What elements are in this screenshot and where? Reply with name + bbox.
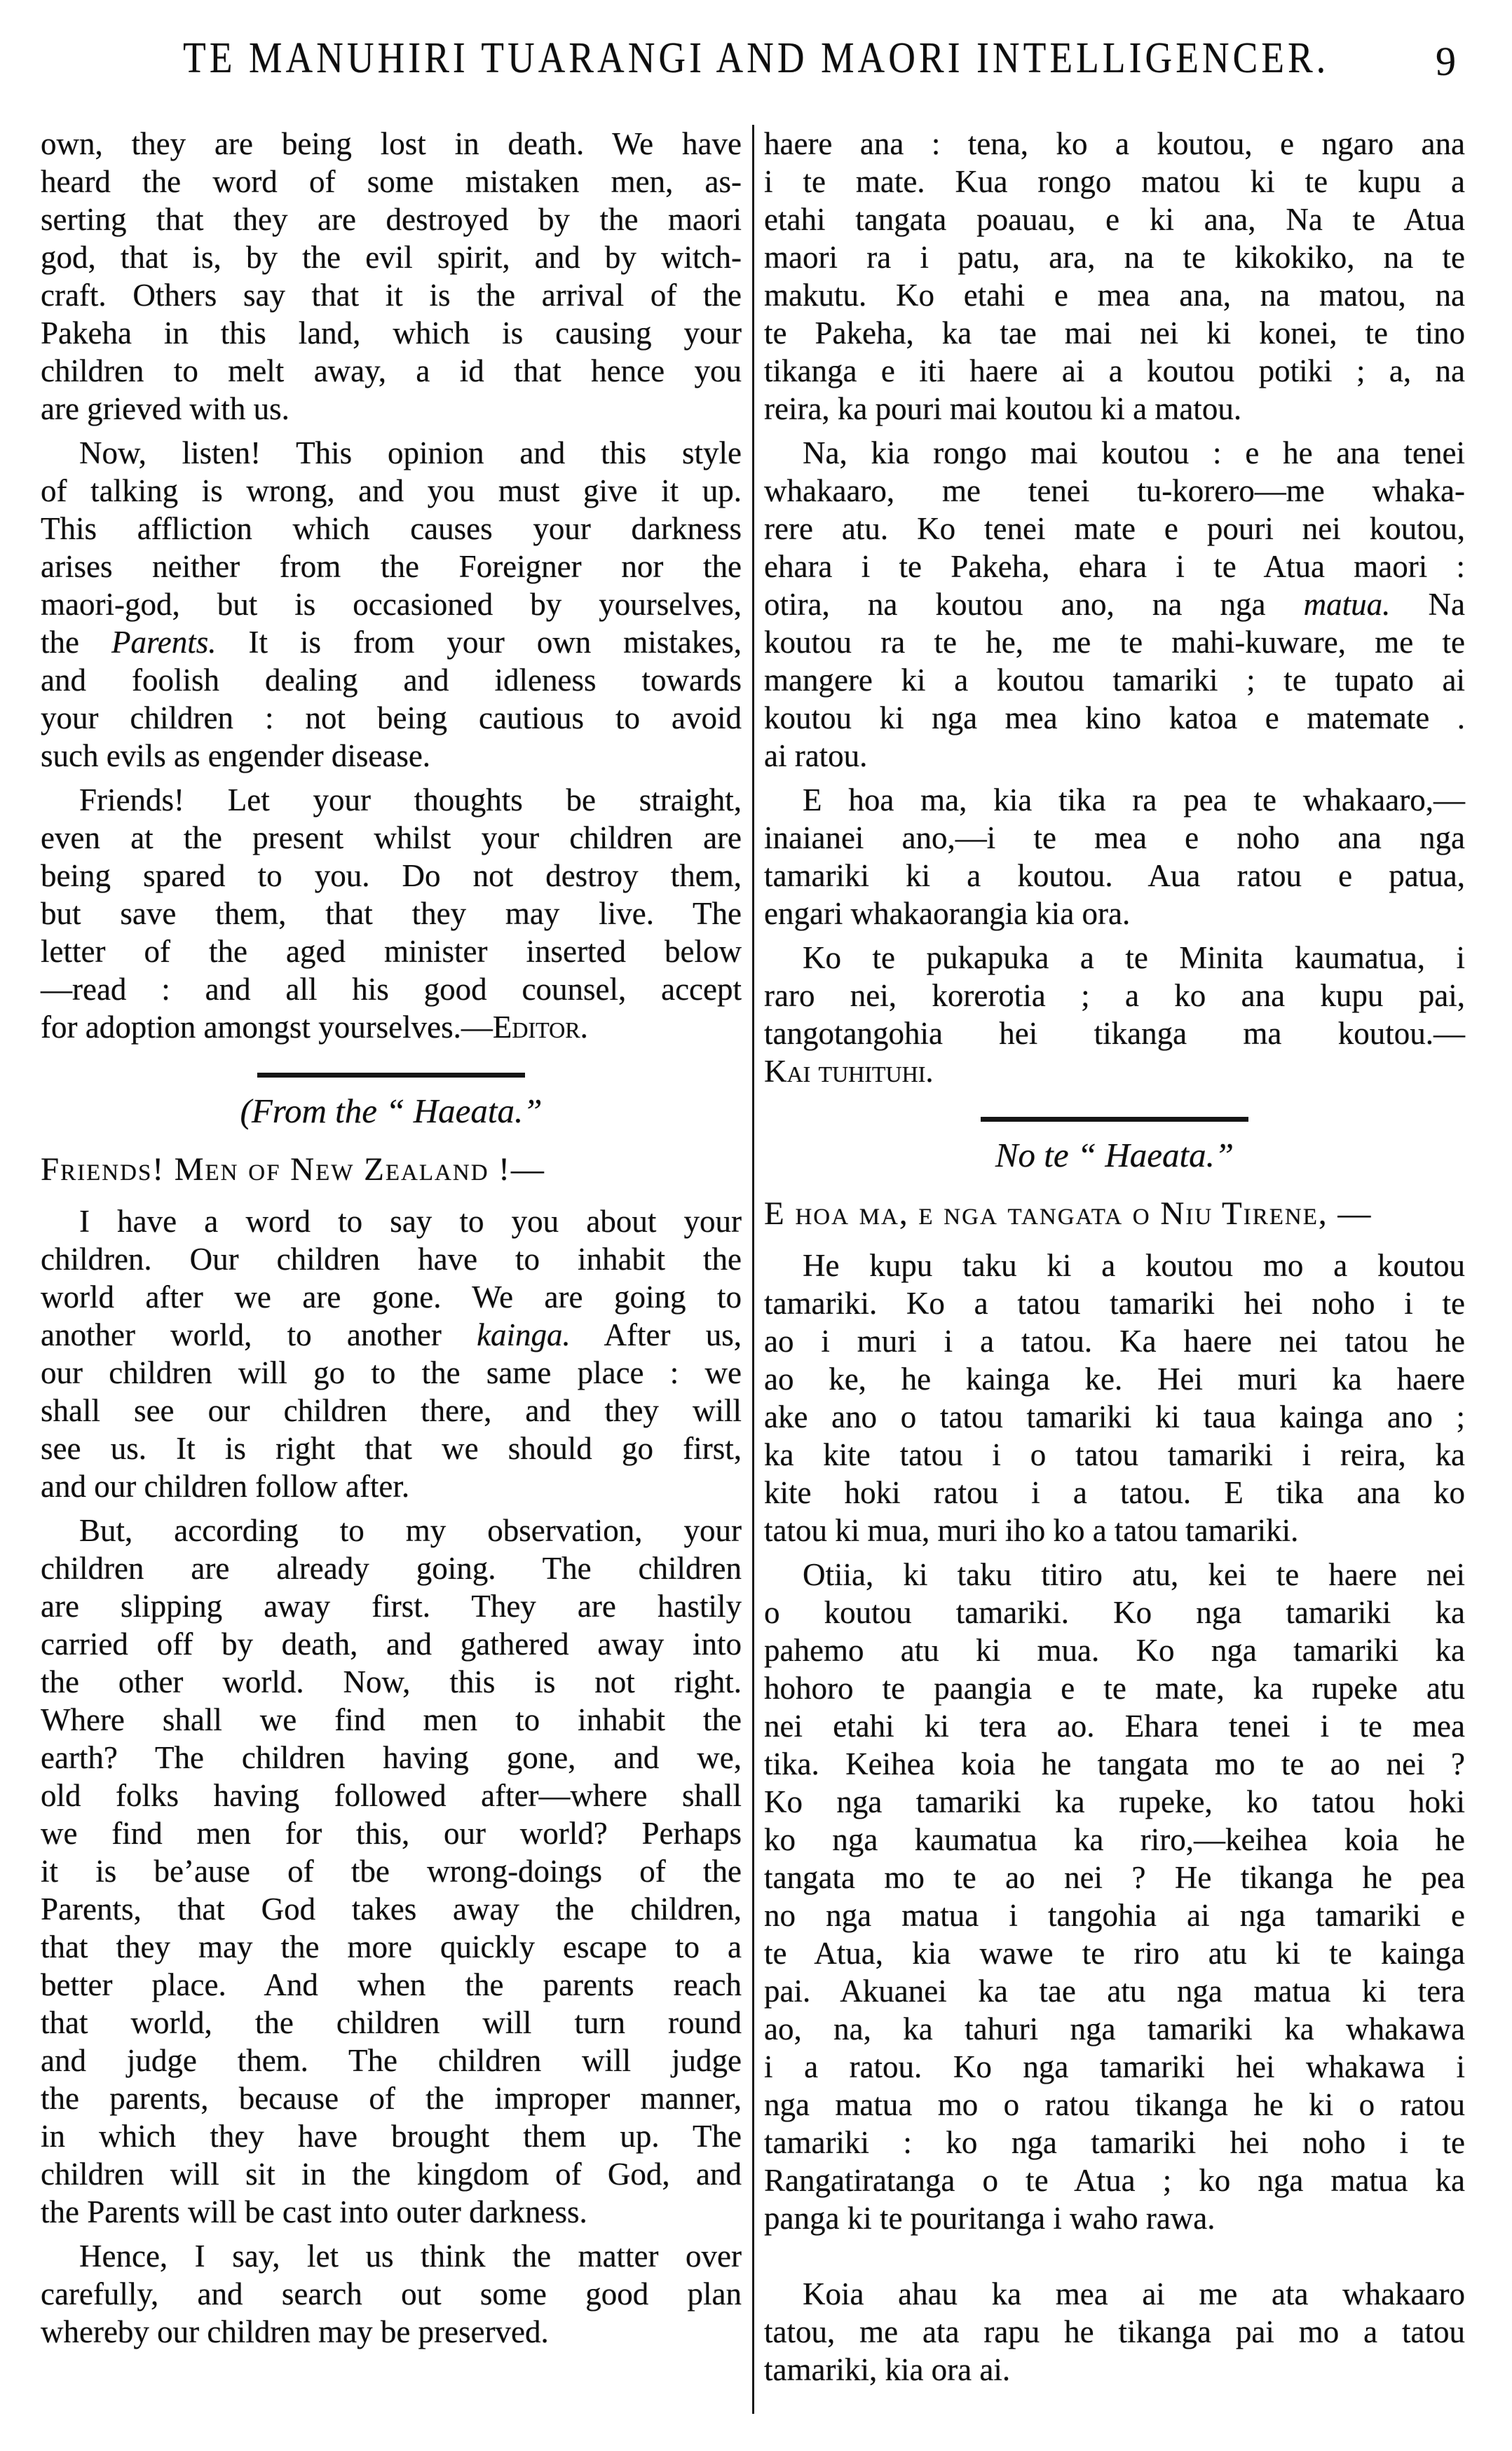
- text-line: carefully, and search out some good plan: [41, 2276, 742, 2311]
- text-line: tikanga e iti haere ai a koutou potiki ; a, na: [764, 353, 1465, 388]
- text-line: Koia ahau ka mea ai me ata whakaaro: [803, 2276, 1465, 2311]
- paragraph: [41, 434, 742, 775]
- text-line: But, according to my observation, your: [79, 1513, 742, 1548]
- paragraph: [41, 2237, 742, 2351]
- page-number: 9: [1436, 39, 1456, 84]
- text-line: serting that they are destroyed by the maori: [41, 202, 742, 237]
- text-line: tamariki ki a koutou. Aua ratou e patua,: [764, 858, 1465, 893]
- page-body: [41, 125, 1465, 2414]
- text-line: tatou, me ata rapu he tikanga pai mo a tatou: [764, 2314, 1465, 2349]
- text-line: see us. It is right that we should go first,: [41, 1431, 742, 1466]
- text-line: better place. And when the parents reach: [41, 1967, 742, 2002]
- text-line: pahemo atu ki mua. Ko nga tamariki ka: [764, 1633, 1465, 1668]
- text-line: ko nga kaumatua ka riro,—keihea koia he: [764, 1822, 1465, 1857]
- text-line: children will sit in the kingdom of God, and: [41, 2157, 742, 2192]
- text-line: raro nei, korerotia ; a ko ana kupu pai,: [764, 978, 1465, 1013]
- text-line: that world, the children will turn round: [41, 2005, 742, 2040]
- text-line: Ko te pukapuka a te Minita kaumatua, i: [803, 940, 1465, 975]
- text-line: we find men for this, our world? Perhaps: [41, 1816, 742, 1851]
- text-line: I have a word to say to you about your: [79, 1204, 742, 1239]
- text-line: maori ra i patu, ara, na te kikokiko, na te: [764, 240, 1465, 275]
- text-line: your children : not being cautious to avoid: [41, 700, 742, 735]
- page-header: [0, 34, 1512, 83]
- text-line: ake ano o tatou tamariki ki taua kainga ano ;: [764, 1399, 1465, 1434]
- text-line: o koutou tamariki. Ko nga tamariki ka: [764, 1595, 1465, 1630]
- section-heading: No te “ Haeata.”: [995, 1136, 1234, 1174]
- section-divider: [41, 1067, 742, 1078]
- text-line: tatou ki mua, muri iho ko a tatou tamariki.: [764, 1513, 1299, 1548]
- paragraph: [41, 125, 742, 428]
- text-line: being spared to you. Do not destroy them,: [41, 858, 742, 893]
- text-line: Hence, I say, let us think the matter over: [79, 2239, 742, 2274]
- text-line: engari whakaorangia kia ora.: [764, 896, 1131, 931]
- text-line: no nga matua i tangohia ai nga tamariki e: [764, 1898, 1465, 1933]
- paragraph: [764, 939, 1465, 1090]
- text-line: maori-god, but is occasioned by yourselves,: [41, 587, 742, 622]
- text-line: Otiia, ki taku titiro atu, kei te haere nei: [803, 1557, 1465, 1592]
- text-line: god, that is, by the evil spirit, and by witch-: [41, 240, 742, 275]
- text-line: Ko nga tamariki ka rupeke, ko tatou hoki: [764, 1784, 1465, 1819]
- text-line: ai ratou.: [764, 738, 868, 773]
- text-line: earth? The children having gone, and we,: [41, 1740, 742, 1775]
- text-line: hohoro te paangia e te mate, ka rupeke atu: [764, 1671, 1465, 1706]
- paragraph: [764, 2275, 1465, 2389]
- text-line: such evils as engender disease.: [41, 738, 431, 773]
- text-line: it is beʼause of tbe wrong-doings of the: [41, 1854, 742, 1889]
- text-line: tamariki. Ko a tatou tamariki hei noho i te: [764, 1286, 1465, 1321]
- text-line: our children will go to the same place : we: [41, 1355, 742, 1390]
- text-line: of talking is wrong, and you must give it up.: [41, 473, 742, 508]
- italic-text: kainga.: [477, 1317, 571, 1352]
- column-divider-rule: [752, 125, 754, 2414]
- text-line: haere ana : tena, ko a koutou, e ngaro ana: [764, 126, 1465, 161]
- text-line: shall see our children there, and they will: [41, 1393, 742, 1428]
- text-line: Rangatiratanga o te Atua ; ko nga matua ka: [764, 2163, 1465, 2198]
- text-line: inaianei ano,—i te mea e noho ana nga: [764, 820, 1465, 855]
- text-line: tangata mo te ao nei ? He tikanga he pea: [764, 1860, 1465, 1895]
- italic-text: matua.: [1303, 587, 1391, 622]
- page-title: TE MANUHIRI TUARANGI AND MAORI INTELLIGENCER.: [182, 34, 1330, 82]
- text-line: ka kite tatou i o tatou tamariki i reira, ka: [764, 1437, 1465, 1472]
- section-divider: [764, 1111, 1465, 1122]
- text-line: ao, na, ka tahuri nga tamariki ka whakawa: [764, 2011, 1465, 2046]
- text-line: —read : and all his good counsel, accept: [41, 972, 742, 1007]
- paragraph: [764, 1556, 1465, 2237]
- text-line: for adoption amongst yourselves.—Editor.: [41, 1010, 588, 1045]
- text-line: reira, ka pouri mai koutou ki a matou.: [764, 391, 1242, 426]
- text-line: and judge them. The children will judge: [41, 2043, 742, 2078]
- text-line: another world, to another kainga. After us,: [41, 1317, 742, 1352]
- left-column-english: [41, 125, 742, 2414]
- paragraph: [764, 781, 1465, 932]
- paragraph: [41, 781, 742, 1046]
- text-line: tika. Keihea koia he tangata mo te ao nei ?: [764, 1746, 1465, 1781]
- text-line: own, they are being lost in death. We have: [41, 126, 742, 161]
- text-line: but save them, that they may live. The: [41, 896, 742, 931]
- paragraph: [764, 1247, 1465, 1549]
- text-line: that they may the more quickly escape to a: [41, 1929, 742, 1964]
- text-line: te Atua, kia wawe te riro atu ki te kainga: [764, 1936, 1465, 1971]
- text-line: Now, listen! This opinion and this style: [79, 435, 742, 470]
- text-line: E hoa ma, kia tika ra pea te whakaaro,—: [803, 782, 1465, 817]
- text-line: letter of the aged minister inserted below: [41, 934, 742, 969]
- text-line: Parents, that God takes away the children,: [41, 1892, 742, 1927]
- text-line: the Parents will be cast into outer darkness.: [41, 2194, 587, 2229]
- text-line: children are already going. The children: [41, 1551, 742, 1586]
- paragraph: [764, 434, 1465, 775]
- text-line: nga matua mo o ratou tikanga he ki o ratou: [764, 2087, 1465, 2122]
- text-line: He kupu taku ki a koutou mo a koutou: [803, 1248, 1465, 1283]
- text-line: arises neither from the Foreigner nor the: [41, 549, 742, 584]
- text-line: rere atu. Ko tenei mate e pouri nei koutou,: [764, 511, 1465, 546]
- section-divider-rule: [257, 1073, 525, 1078]
- paragraph: [41, 1202, 742, 1505]
- text-line: ao i muri i a tatou. Ka haere nei tatou he: [764, 1324, 1465, 1359]
- text-line: whakaaro, me tenei tu-korero—me whaka-: [764, 473, 1465, 508]
- section-heading: (From the “ Haeata.”: [240, 1092, 543, 1130]
- text-line: kite hoki ratou i a tatou. E tika ana ko: [764, 1475, 1465, 1510]
- text-line: world after we are gone. We are going to: [41, 1279, 742, 1315]
- text-line: Pakeha in this land, which is causing your: [41, 315, 742, 351]
- text-line: carried off by death, and gathered away into: [41, 1627, 742, 1662]
- text-line: makutu. Ko etahi e mea ana, na matou, na: [764, 278, 1465, 313]
- text-line: [764, 1052, 1465, 1090]
- text-line: pai. Akuanei ka tae atu nga matua ki tera: [764, 1974, 1465, 2009]
- text-line: koutou ki nga mea kino katoa e matemate .: [764, 700, 1465, 735]
- text-line: and our children follow after.: [41, 1469, 410, 1504]
- section-divider-rule: [981, 1117, 1248, 1122]
- text-line: i te mate. Kua rongo matou ki te kupu a: [764, 164, 1465, 199]
- text-line: the parents, because of the improper manner,: [41, 2081, 742, 2116]
- text-line: in which they have brought them up. The: [41, 2119, 742, 2154]
- small-caps-text: Editor.: [492, 1010, 588, 1045]
- text-line: the Parents. It is from your own mistakes,: [41, 625, 742, 660]
- text-line: old folks having followed after—where shall: [41, 1778, 742, 1813]
- small-caps-text: Kai tuhituhi.: [764, 1054, 934, 1089]
- text-line: Friends! Let your thoughts be straight,: [79, 782, 742, 817]
- italic-text: Parents.: [111, 625, 217, 660]
- text-line: whereby our children may be preserved.: [41, 2314, 549, 2349]
- text-line: are grieved with us.: [41, 391, 290, 426]
- text-line: the other world. Now, this is not right.: [41, 1664, 742, 1699]
- text-line: te Pakeha, ka tae mai nei ki konei, te tino: [764, 315, 1465, 351]
- text-line: nei etahi ki tera ao. Ehara tenei i te mea: [764, 1709, 1465, 1744]
- text-line: i a ratou. Ko nga tamariki hei whakawa i: [764, 2049, 1465, 2084]
- text-line: children to melt away, a id that hence you: [41, 353, 742, 388]
- paragraph: [764, 125, 1465, 428]
- text-line: even at the present whilst your children are: [41, 820, 742, 855]
- text-line: panga ki te pouritanga i waho rawa.: [764, 2201, 1215, 2236]
- text-line: and foolish dealing and idleness towards: [41, 663, 742, 698]
- text-line: mangere ki a koutou tamariki ; te tupato ai: [764, 663, 1465, 698]
- text-line: heard the word of some mistaken men, as-: [41, 164, 742, 199]
- right-column-maori: [764, 125, 1465, 2414]
- text-line: tangotangohia hei tikanga ma koutou.—: [764, 1016, 1465, 1051]
- text-line: This affliction which causes your darkness: [41, 511, 742, 546]
- text-line: Where shall we find men to inhabit the: [41, 1702, 742, 1737]
- text-line: otira, na koutou ano, na nga matua. Na: [764, 587, 1465, 622]
- text-line: are slipping away first. They are hastily: [41, 1589, 742, 1624]
- text-line: ao ke, he kainga ke. Hei muri ka haere: [764, 1362, 1465, 1397]
- text-line: tamariki : ko nga tamariki hei noho i te: [764, 2125, 1465, 2160]
- text-line: Na, kia rongo mai koutou : e he ana tenei: [803, 435, 1465, 470]
- text-line: etahi tangata poauau, e ki ana, Na te Atua: [764, 202, 1465, 237]
- text-line: ehara i te Pakeha, ehara i te Atua maori :: [764, 549, 1465, 584]
- text-line: children. Our children have to inhabit the: [41, 1242, 742, 1277]
- section-subheading: E hoa ma, e nga tangata o Niu Tirene, —: [764, 1195, 1373, 1232]
- text-line: tamariki, kia ora ai.: [764, 2352, 1011, 2387]
- paragraph: [41, 1512, 742, 2231]
- section-subheading: Friends! Men of New Zealand !—: [41, 1151, 545, 1188]
- text-line: koutou ra te he, me te mahi-kuware, me te: [764, 625, 1465, 660]
- text-line: craft. Others say that it is the arrival of the: [41, 278, 742, 313]
